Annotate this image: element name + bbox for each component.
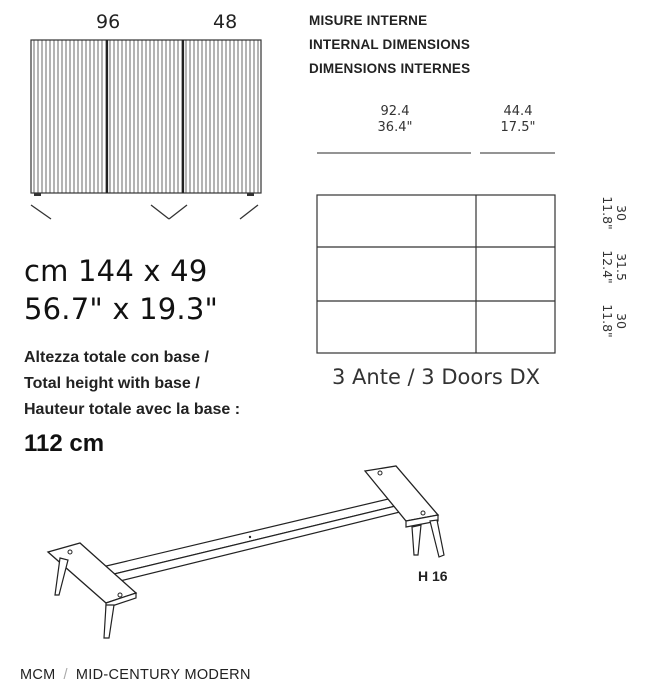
cabinet-width-right: 48 [213,11,238,33]
base-leg-line-2 [151,205,169,219]
internal-title-it: MISURE INTERNE [309,13,428,28]
base-leg-line-4 [240,205,258,219]
height-label-it: Altezza totale con base / [24,349,209,366]
height-label-fr: Hauteur totale avec la base : [24,401,241,418]
row3-dimension [600,296,628,346]
base-beam-side [110,503,408,583]
base-leg-line-3 [169,205,187,219]
size-cm: cm 144 x 49 [24,254,208,288]
footer-code: MCM [20,667,56,683]
base-drawing [40,455,460,645]
left-leg-front [55,558,68,595]
internal-title-en: INTERNAL DIMENSIONS [309,37,471,52]
left-leg-back [104,605,114,638]
base-leg-line-1 [31,205,51,219]
row2-cm: 31.5 [614,253,629,281]
col2-in: 17.5" [500,120,536,135]
cabinet-width-left: 96 [96,11,121,33]
height-value: 112 cm [24,430,105,457]
base-height-label: H 16 [418,568,448,584]
row1-dimension [600,188,628,238]
doors-label: 3 Ante / 3 Doors DX [332,365,541,389]
right-leg-back [430,520,444,557]
cabinet-foot-left [34,193,41,196]
col1-dimension [355,104,435,136]
cabinet-foot-right [247,193,254,196]
beam-hole [249,536,251,538]
height-label-en: Total height with base / [24,375,200,392]
cabinet-body [31,40,261,193]
row3-cm: 30 [614,313,629,329]
col2-cm: 44.4 [503,104,533,119]
row1-cm: 30 [614,205,629,221]
size-inch: 56.7" x 19.3" [24,292,219,326]
footer [20,667,251,683]
row2-dimension [600,242,628,292]
cabinet-drawing [0,0,300,230]
col2-dimension [478,104,558,136]
row3-in: 11.8" [600,304,615,338]
col1-in: 36.4" [377,120,413,135]
base-beam-top [102,495,408,575]
right-leg-front [412,525,421,555]
footer-separator: / [63,667,68,683]
col1-cm: 92.4 [380,104,410,119]
footer-name: MID-CENTURY MODERN [75,667,251,683]
row2-in: 12.4" [600,250,615,284]
internal-title-fr: DIMENSIONS INTERNES [309,61,471,76]
grid-outline [317,195,555,353]
row1-in: 11.8" [600,196,615,230]
internal-grid [300,140,570,360]
